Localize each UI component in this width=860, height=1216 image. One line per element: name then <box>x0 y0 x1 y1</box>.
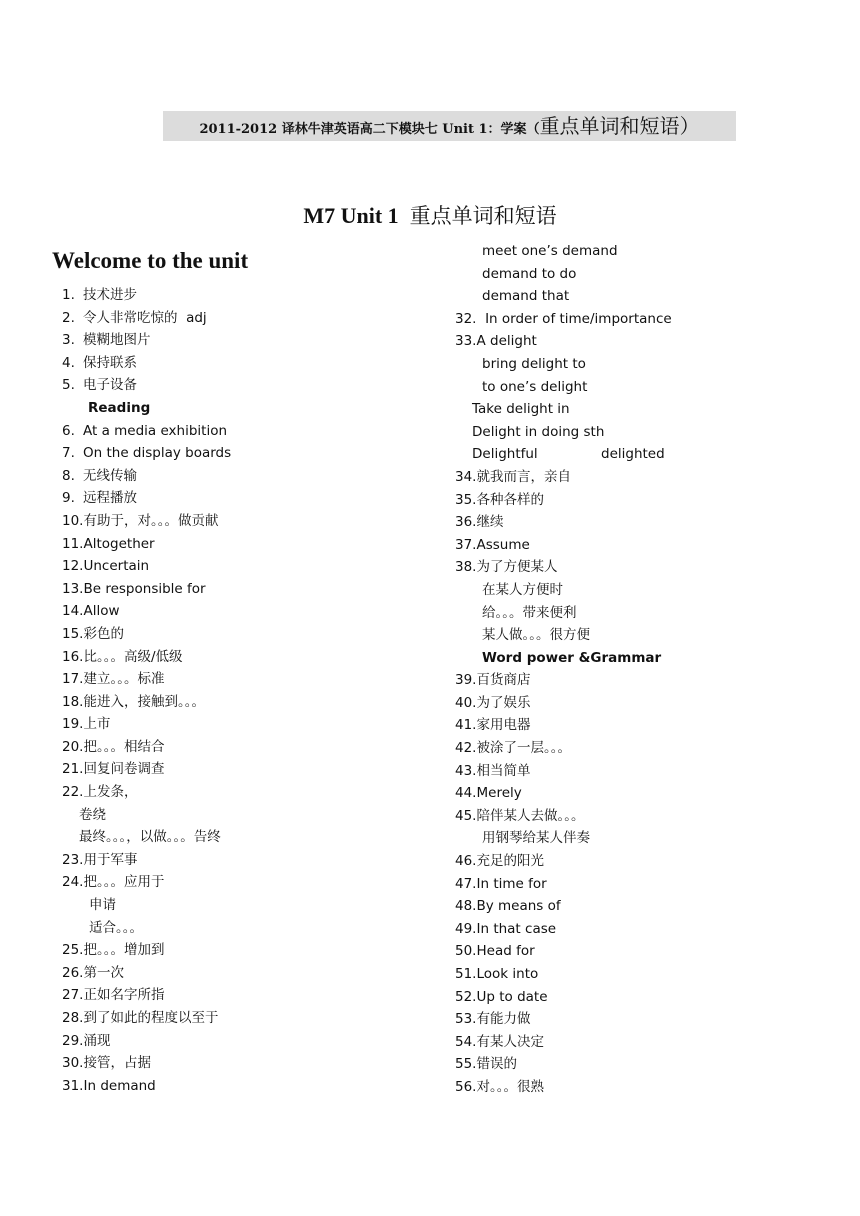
list-item <box>62 374 442 397</box>
item-text: 错误的 <box>476 1056 517 1073</box>
item-number: 13. <box>62 580 84 597</box>
list-item <box>62 1007 442 1030</box>
list-item <box>455 850 835 873</box>
list-item <box>62 442 442 465</box>
list-item <box>455 873 835 896</box>
left-column-list <box>62 284 442 1097</box>
item-number: 42. <box>455 740 477 757</box>
item-text: 用钢琴给某人伴奏 <box>482 830 590 847</box>
right-column-list <box>455 240 835 1099</box>
item-text: On the display boards <box>83 445 232 462</box>
list-item <box>62 397 442 420</box>
list-item <box>62 510 442 533</box>
list-item <box>62 352 442 375</box>
list-item <box>455 647 835 670</box>
item-text: 上发条， <box>83 784 138 801</box>
list-item <box>455 466 835 489</box>
item-text: At a media exhibition <box>83 422 228 439</box>
item-text: Assume <box>476 536 530 553</box>
list-item <box>62 1030 442 1053</box>
item-number: 29. <box>62 1032 84 1049</box>
item-text: 有助于，对。。。做贡献 <box>83 512 219 529</box>
list-item <box>62 600 442 623</box>
list-item <box>62 1075 442 1098</box>
page-title-cjk: 重点单词和短语 <box>409 204 557 228</box>
item-text: 卷绕 <box>79 806 106 823</box>
list-item <box>455 534 835 557</box>
item-text: 模糊地图片 <box>83 332 151 349</box>
list-item <box>62 623 442 646</box>
item-number: 23. <box>62 851 84 868</box>
item-text: 把。。。应用于 <box>83 874 165 891</box>
list-item <box>455 556 835 579</box>
item-text: 各种各样的 <box>476 491 544 508</box>
item-number: 33. <box>455 333 477 350</box>
item-text: 比。。。高级/低级 <box>83 648 183 665</box>
item-text: 百货商店 <box>476 672 531 689</box>
list-item <box>455 421 835 444</box>
list-item <box>62 420 442 443</box>
item-text: In that case <box>476 920 557 937</box>
item-number: 17. <box>62 671 84 688</box>
item-text: 把。。。相结合 <box>83 738 165 755</box>
page-title-latin: M7 Unit 1 <box>303 203 399 228</box>
list-item <box>62 578 442 601</box>
item-number: 20. <box>62 738 84 755</box>
list-item <box>455 692 835 715</box>
item-text: 到了如此的程度以至于 <box>83 1010 219 1026</box>
item-text: 在某人方便时 <box>482 581 563 598</box>
list-item <box>455 1031 835 1054</box>
list-item <box>455 1053 835 1076</box>
list-item <box>62 781 442 804</box>
item-text: 有某人决定 <box>476 1033 544 1050</box>
item-text: 建立。。。标准 <box>83 671 165 688</box>
item-text: 正如名字所指 <box>83 987 165 1004</box>
item-number: 22. <box>62 784 84 801</box>
list-item <box>455 963 835 986</box>
list-item <box>62 894 442 917</box>
item-number: 28. <box>62 1010 84 1026</box>
item-text: Uncertain <box>83 558 150 575</box>
list-item <box>455 398 835 421</box>
header-suffix: ） <box>679 114 700 138</box>
item-text: demand to do <box>482 265 577 282</box>
list-item <box>62 555 442 578</box>
list-item <box>62 849 442 872</box>
item-text: 把。。。增加到 <box>83 942 165 959</box>
item-text: 就我而言，亲自 <box>476 468 571 485</box>
item-number: 12. <box>62 558 84 575</box>
item-number: 2. <box>62 309 75 326</box>
item-number: 30. <box>62 1055 84 1072</box>
item-number: 7. <box>62 445 75 462</box>
list-item <box>455 827 835 850</box>
item-text: 为了娱乐 <box>476 694 531 711</box>
item-text: 回复问卷调查 <box>83 761 165 778</box>
item-text: Delight in doing sth <box>472 423 605 440</box>
item-text: 令人非常吃惊的 adj <box>83 309 207 326</box>
list-item <box>62 713 442 736</box>
list-item <box>455 782 835 805</box>
item-number: 16. <box>62 648 84 665</box>
item-text: A delight <box>476 333 537 350</box>
item-number: 43. <box>455 762 477 779</box>
list-item <box>62 646 442 669</box>
item-text: 接管，占据 <box>83 1055 151 1072</box>
item-number: 52. <box>455 988 477 1005</box>
item-number: 39. <box>455 672 477 689</box>
item-text: 适合。。。 <box>89 919 143 936</box>
item-text: In time for <box>476 875 547 892</box>
item-number: 8. <box>62 467 75 484</box>
item-text: demand that <box>482 288 570 305</box>
item-text: 有能力做 <box>476 1011 531 1028</box>
item-number: 24. <box>62 874 84 891</box>
list-item <box>62 736 442 759</box>
list-item <box>62 871 442 894</box>
item-number: 53. <box>455 1011 477 1028</box>
item-text: Up to date <box>476 988 548 1005</box>
item-text: 保持联系 <box>83 354 137 371</box>
item-text: Merely <box>476 785 522 802</box>
list-item <box>455 714 835 737</box>
item-text: 无线传输 <box>83 467 137 484</box>
list-item <box>62 668 442 691</box>
item-text: Be responsible for <box>83 580 206 597</box>
item-number: 21. <box>62 761 84 778</box>
item-text: 家用电器 <box>476 717 531 734</box>
item-number: 5. <box>62 377 75 394</box>
item-text: 继续 <box>476 514 504 531</box>
item-text: 对。。。很熟 <box>476 1078 544 1095</box>
item-number: 51. <box>455 966 477 982</box>
item-text: 涌现 <box>83 1032 111 1049</box>
list-item <box>62 939 442 962</box>
item-text: 远程播放 <box>83 490 137 507</box>
list-item <box>62 804 442 827</box>
list-item <box>62 691 442 714</box>
list-item <box>62 284 442 307</box>
item-text: In demand <box>83 1077 156 1094</box>
item-text: 最终。。。，以做。。。告终 <box>79 829 221 846</box>
item-number: 48. <box>455 898 477 915</box>
list-item <box>455 760 835 783</box>
list-item <box>455 669 835 692</box>
list-item <box>62 917 442 940</box>
list-item <box>455 602 835 625</box>
list-item <box>62 329 442 352</box>
item-number: 41. <box>455 717 477 734</box>
list-item <box>455 285 835 308</box>
item-number: 55. <box>455 1056 477 1073</box>
item-text: 彩色的 <box>83 625 124 642</box>
list-item <box>455 443 835 466</box>
item-number: 34. <box>455 468 477 485</box>
item-number: 44. <box>455 785 477 802</box>
item-number: 3. <box>62 332 75 349</box>
item-text: 陪伴某人去做。。。 <box>476 807 585 824</box>
item-text: Reading <box>88 399 151 416</box>
item-text: 用于军事 <box>83 851 138 868</box>
item-number: 54. <box>455 1033 477 1050</box>
item-number: 1. <box>62 287 75 303</box>
item-text: meet one’s demand <box>482 243 618 259</box>
list-item <box>62 487 442 510</box>
item-text: In order of time/importance <box>476 310 672 327</box>
item-text: 申请 <box>89 897 116 914</box>
item-number: 37. <box>455 536 477 553</box>
list-item <box>455 308 835 331</box>
item-text: 被涂了一层。。。 <box>476 740 571 757</box>
item-number: 26. <box>62 964 84 981</box>
item-number: 56. <box>455 1078 477 1095</box>
list-item <box>455 805 835 828</box>
item-number: 6. <box>62 422 75 439</box>
item-number: 10. <box>62 512 84 529</box>
item-text: Altogether <box>83 535 155 552</box>
item-text: By means of <box>476 898 561 915</box>
item-text: 充足的阳光 <box>476 853 544 870</box>
list-item <box>455 511 835 534</box>
item-number: 46. <box>455 853 477 870</box>
item-text: Take delight in <box>472 401 570 418</box>
list-item <box>62 962 442 985</box>
item-text: 某人做。。。很方便 <box>482 627 590 644</box>
list-item <box>455 330 835 353</box>
document-header <box>163 113 736 143</box>
item-text: to one’s delight <box>482 378 588 395</box>
item-number: 40. <box>455 694 477 711</box>
item-text: 上市 <box>83 716 111 733</box>
item-number: 47. <box>455 875 477 892</box>
item-text-secondary: delighted <box>601 446 665 463</box>
item-number: 14. <box>62 603 84 620</box>
item-number: 4. <box>62 354 75 371</box>
list-item <box>455 940 835 963</box>
list-item <box>455 1008 835 1031</box>
item-text: Delightful <box>472 446 538 463</box>
item-text: Word power &Grammar <box>482 649 662 666</box>
item-number: 32. <box>455 310 477 327</box>
list-item <box>455 737 835 760</box>
list-item <box>455 918 835 941</box>
item-text: 能进入，接触到。。。 <box>83 693 205 710</box>
item-number: 25. <box>62 942 84 959</box>
list-item <box>62 465 442 488</box>
item-number: 27. <box>62 987 84 1004</box>
list-item <box>455 263 835 286</box>
item-text: bring delight to <box>482 355 586 372</box>
item-number: 35. <box>455 491 477 508</box>
list-item <box>455 1076 835 1099</box>
item-text: Look into <box>476 966 539 982</box>
item-text: 技术进步 <box>83 287 137 303</box>
list-item <box>62 1052 442 1075</box>
item-number: 49. <box>455 920 477 937</box>
item-number: 11. <box>62 535 84 552</box>
item-number: 15. <box>62 625 84 642</box>
list-item <box>455 353 835 376</box>
list-item <box>455 579 835 602</box>
list-item <box>455 986 835 1009</box>
item-number: 9. <box>62 490 75 507</box>
list-item <box>455 240 835 263</box>
list-item <box>455 895 835 918</box>
list-item <box>62 533 442 556</box>
header-highlight: 重点单词和短语 <box>539 114 680 138</box>
list-item <box>455 624 835 647</box>
section-heading: Welcome to the unit <box>52 248 249 273</box>
item-text: 相当简单 <box>476 762 531 779</box>
item-text: 第一次 <box>83 964 124 981</box>
item-number: 31. <box>62 1077 84 1094</box>
list-item <box>62 758 442 781</box>
item-number: 36. <box>455 514 477 531</box>
list-item <box>62 307 442 330</box>
item-number: 18. <box>62 693 84 710</box>
item-text: Head for <box>476 943 535 960</box>
item-number: 38. <box>455 559 477 576</box>
list-item <box>455 376 835 399</box>
header-prefix: 2011-2012 译林牛津英语高二下模块七 Unit 1：学案（ <box>199 122 540 137</box>
item-text: 给。。。带来便利 <box>482 604 577 621</box>
item-text: Allow <box>83 603 120 620</box>
list-item <box>62 984 442 1007</box>
list-item <box>455 489 835 512</box>
item-number: 19. <box>62 716 84 733</box>
page-title <box>0 200 860 230</box>
item-number: 50. <box>455 943 477 960</box>
item-text: 电子设备 <box>83 377 137 394</box>
item-number: 45. <box>455 807 477 824</box>
list-item <box>62 826 442 849</box>
item-text: 为了方便某人 <box>476 559 558 576</box>
